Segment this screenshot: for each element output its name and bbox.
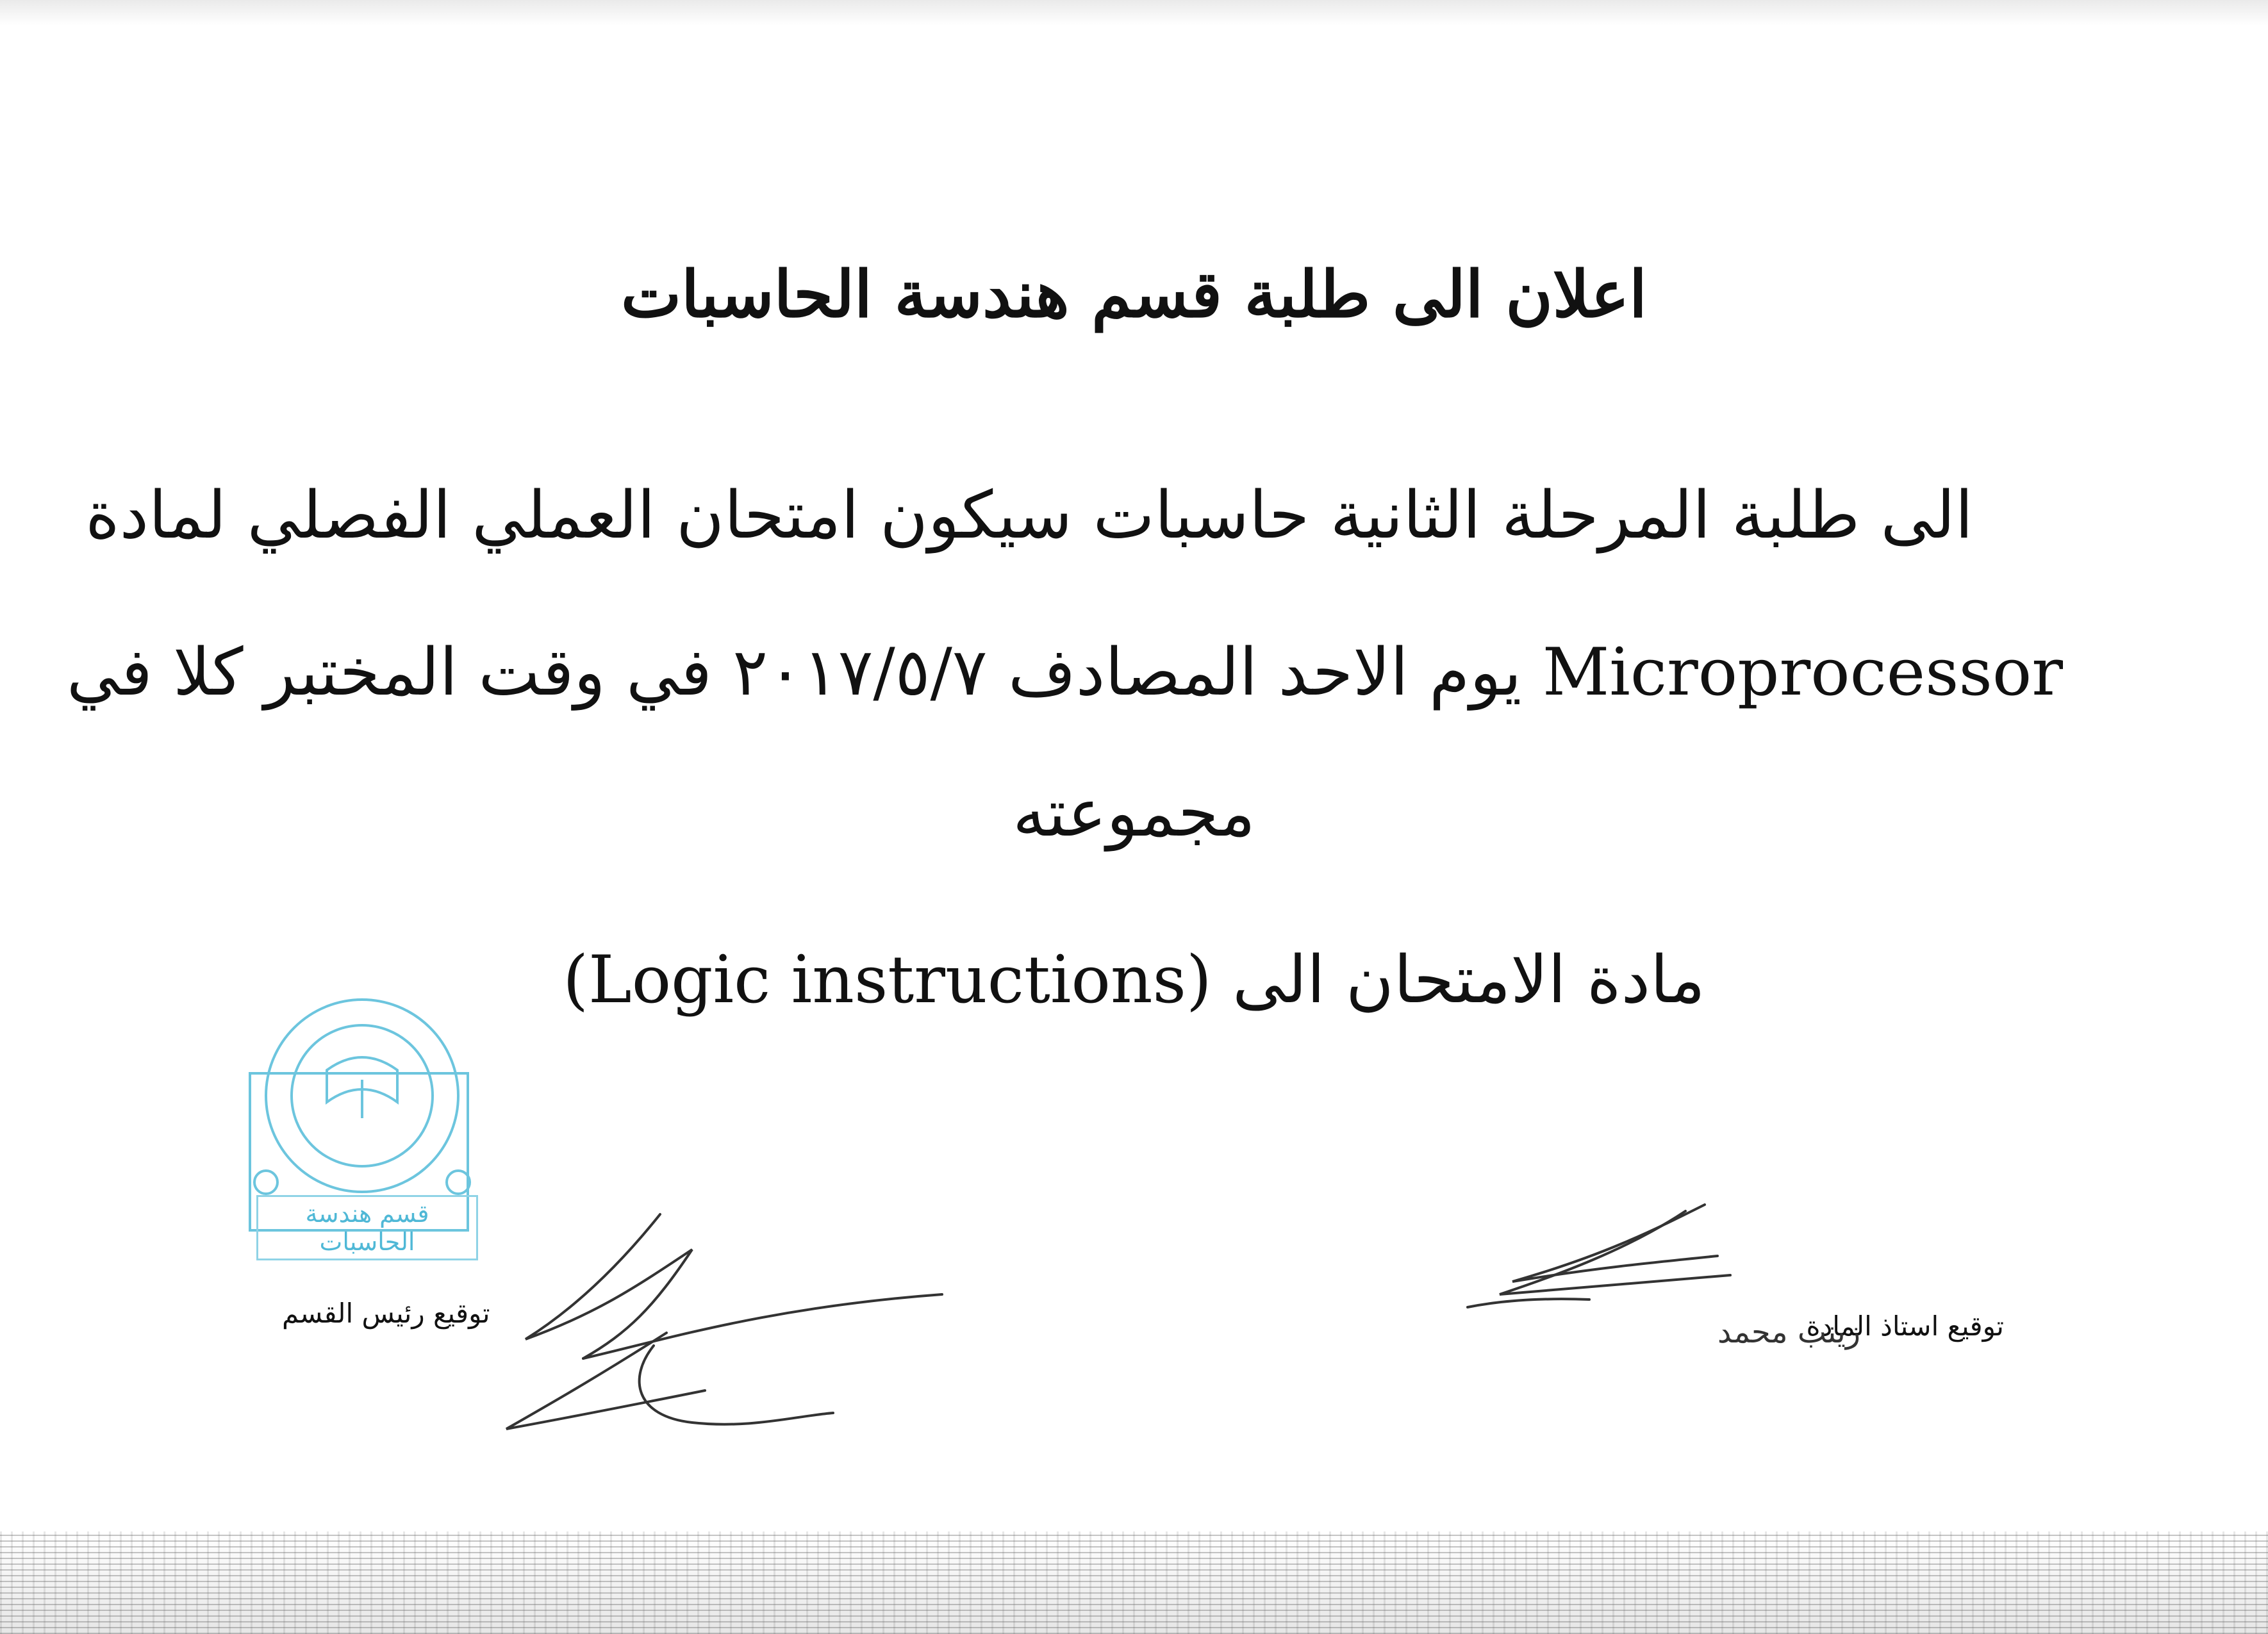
- announcement-line-2: Microprocessor يوم الاحد المصادف ٢٠١٧/٥/٧ في وقت المختبر كلا في: [66, 634, 2063, 711]
- announcement-line-1: الى طلبة المرحلة الثانية حاسبات سيكون امتحان العملي الفصلي لمادة: [85, 477, 1973, 554]
- department-head-signature-icon: [500, 1211, 948, 1448]
- stamp-text: قسم هندسة الحاسبات: [256, 1195, 478, 1260]
- scan-top-edge: [0, 0, 2268, 26]
- subject-teacher-label: توقيع استاذ المادة: [1806, 1310, 2004, 1342]
- scan-bottom-noise: [0, 1531, 2268, 1634]
- teacher-handwritten-name: زينب محمد: [1718, 1314, 1861, 1350]
- department-head-label: توقيع رئيس القسم: [282, 1298, 490, 1329]
- announcement-line-3: مجموعته: [1013, 775, 1255, 852]
- announcement-line-4: مادة الامتحان الى (Logic instructions): [563, 942, 1705, 1018]
- subject-teacher-signature-icon: [1461, 1192, 1861, 1352]
- announcement-title: اعلان الى طلبة قسم هندسة الحاسبات: [621, 256, 1647, 332]
